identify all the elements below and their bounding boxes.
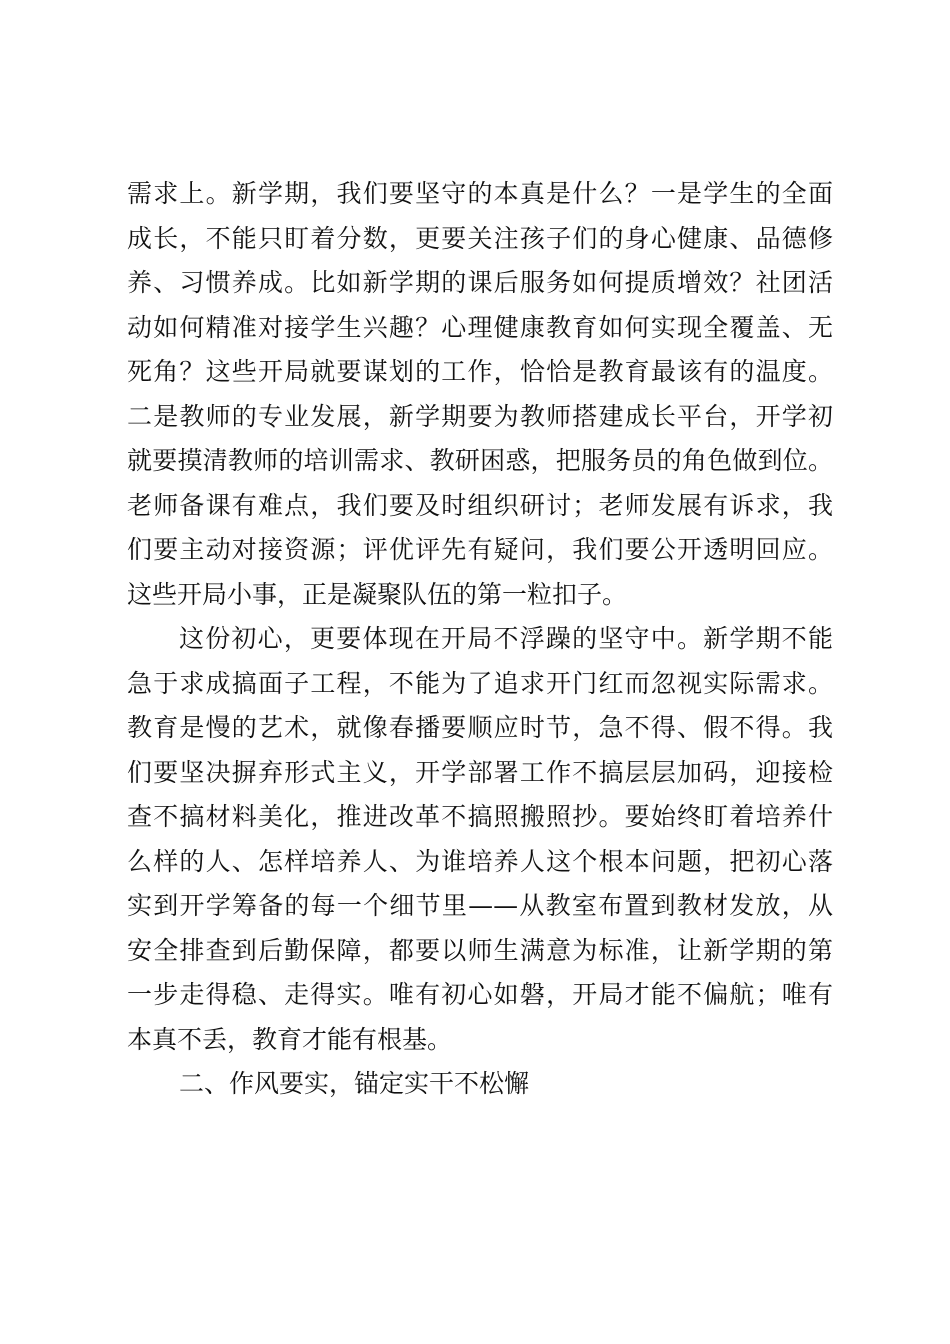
paragraph-2-first-line: 这份初心，更要体现在开局不浮躁的坚守中。新学期不能	[179, 624, 833, 653]
paragraph-1-line: 死角？这些开局就要谋划的工作，恰恰是教育最该有的温度。	[127, 357, 833, 386]
paragraph-2-last-line: 本真不丢，教育才能有根基。	[127, 1024, 453, 1054]
paragraph-1-line: 需求上。新学期，我们要坚守的本真是什么？一是学生的全面	[127, 179, 833, 208]
paragraph-1-line: 二是教师的专业发展，新学期要为教师搭建成长平台，开学初	[127, 401, 833, 431]
paragraph-1-last-line: 这些开局小事，正是凝聚队伍的第一粒扣子。	[127, 579, 628, 609]
paragraph-2-line: 查不搞材料美化，推进改革不搞照搬照抄。要始终盯着培养什	[127, 802, 833, 831]
paragraph-2-line: 安全排查到后勤保障，都要以师生满意为标准，让新学期的第	[127, 935, 833, 965]
paragraph-1-line: 动如何精准对接学生兴趣？心理健康教育如何实现全覆盖、无	[127, 312, 833, 342]
paragraph-1-line: 们要主动对接资源；评优评先有疑问，我们要公开透明回应。	[127, 535, 833, 564]
paragraph-2-line: 教育是慢的艺术，就像春播要顺应时节，急不得、假不得。我	[127, 713, 833, 742]
paragraph-2-line: 们要坚决摒弃形式主义，开学部署工作不搞层层加码，迎接检	[127, 757, 833, 787]
paragraph-2-line: 急于求成搞面子工程，不能为了追求开门红而忽视实际需求。	[127, 668, 833, 698]
paragraph-2-line: 实到开学筹备的每一个细节里——从教室布置到教材发放，从	[127, 891, 833, 920]
paragraph-2-line: 么样的人、怎样培养人、为谁培养人这个根本问题，把初心落	[127, 846, 833, 876]
paragraph-2-line: 一步走得稳、走得实。唯有初心如磐，开局才能不偏航；唯有	[127, 980, 833, 1009]
section-heading: 二、作风要实，锚定实干不松懈	[179, 1069, 530, 1098]
paragraph-1-line: 养、习惯养成。比如新学期的课后服务如何提质增效？社团活	[127, 268, 833, 297]
document-body	[127, 172, 833, 1107]
paragraph-1-line: 就要摸清教师的培训需求、教研困惑，把服务员的角色做到位。	[127, 446, 833, 475]
paragraph-1-line: 老师备课有难点，我们要及时组织研讨；老师发展有诉求，我	[127, 490, 833, 520]
paragraph-1-line: 成长，不能只盯着分数，更要关注孩子们的身心健康、品德修	[127, 223, 833, 253]
